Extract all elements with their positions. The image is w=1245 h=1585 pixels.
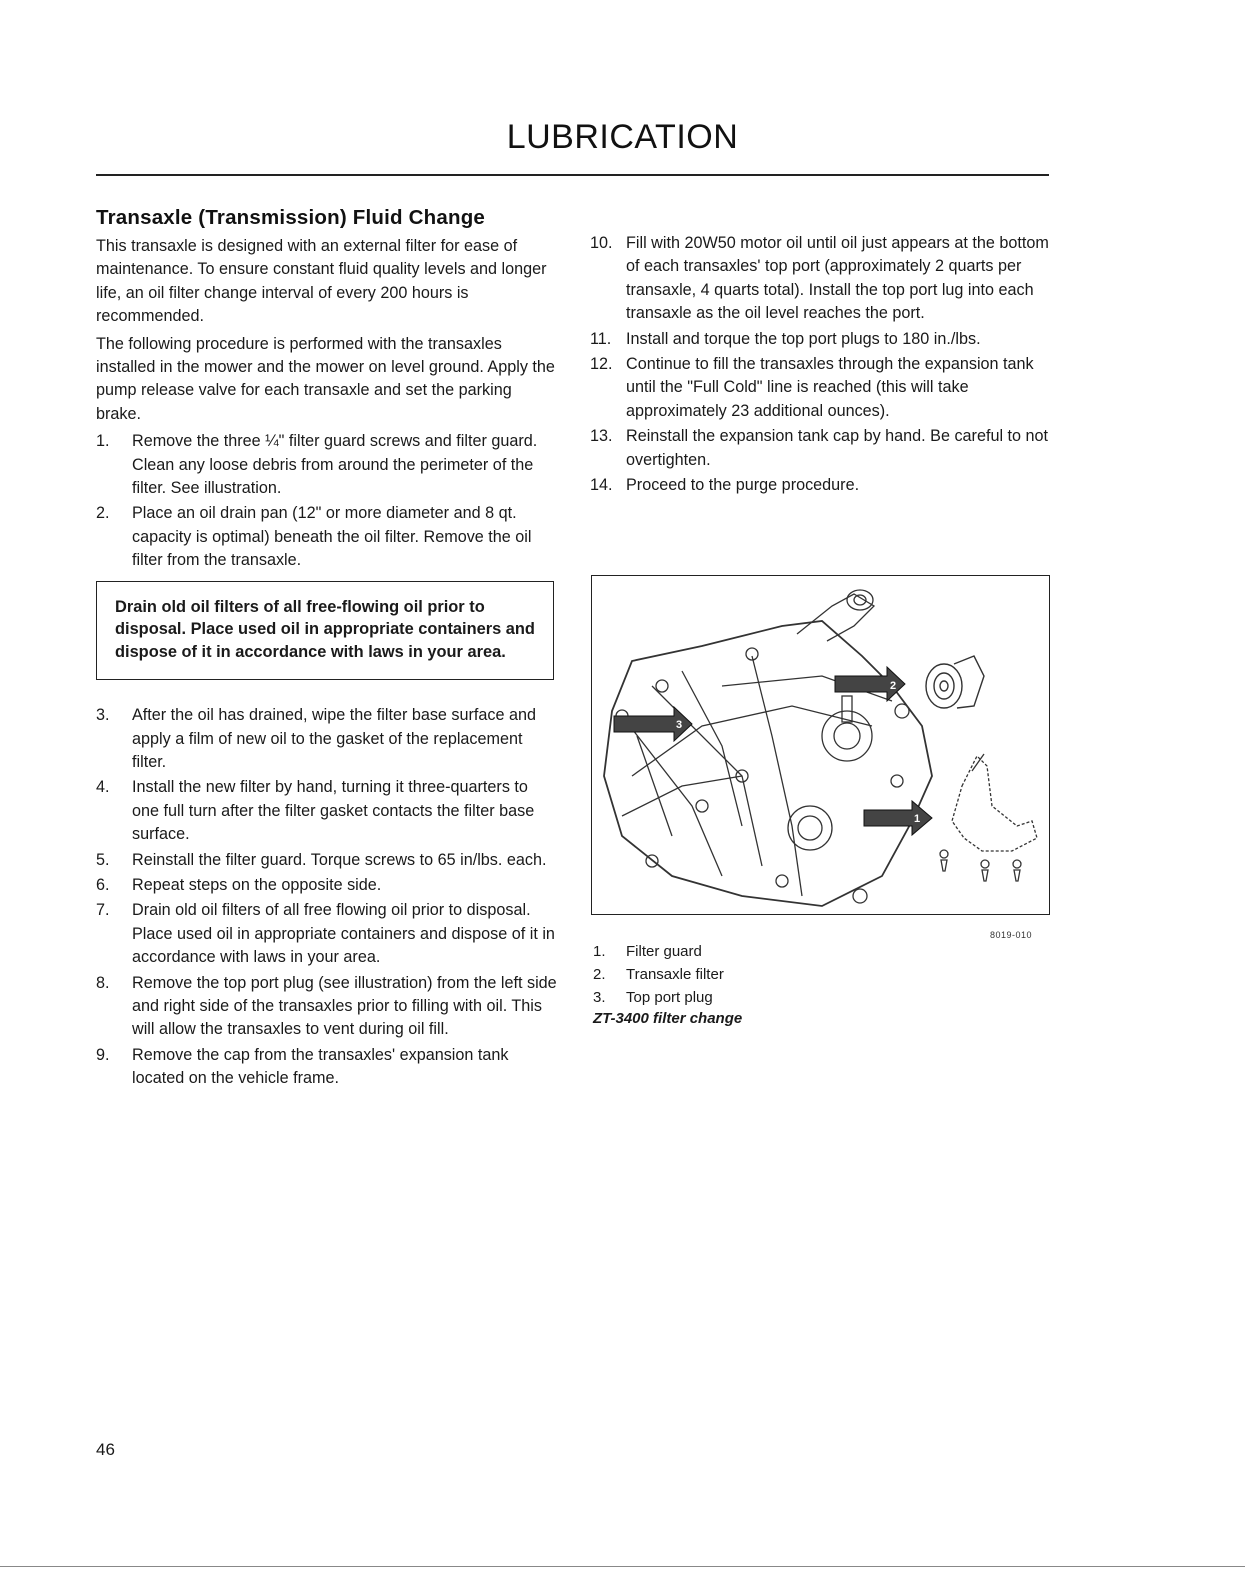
callout-2-label: 2 — [890, 680, 897, 692]
step-text: Continue to fill the transaxles through the expansion tank until the "Full Cold" line is reached (this will take approximately 23 additional ounces). — [626, 355, 1034, 420]
legend-label: Filter guard — [626, 943, 702, 960]
step-number: 7. — [96, 901, 110, 920]
left-column — [96, 206, 558, 1093]
step-text: Install and torque the top port plugs to 180 in./lbs. — [626, 329, 981, 348]
step-text: After the oil has drained, wipe the filter base surface and apply a film of new oil to the gasket of the replacement filter. — [132, 706, 537, 771]
list-item — [590, 328, 1060, 351]
step-number: 4. — [96, 778, 110, 797]
list-item — [590, 353, 1060, 423]
intro-paragraph-2: The following procedure is performed with the transaxles installed in the mower and the mower on level ground. Apply the pump release valve for each transaxle and set the parking brake. — [96, 334, 555, 423]
step-text: Drain old oil filters of all free flowing oil prior to disposal. Place used oil in appropriate containers and dispose of it in accordance with laws in your area. — [132, 901, 555, 967]
list-item — [96, 502, 558, 572]
list-item — [590, 474, 1060, 497]
list-item — [96, 899, 558, 969]
legend-item — [593, 986, 893, 1009]
warning-box: Drain old oil filters of all free-flowing oil prior to disposal. Place used oil in appropriate containers and dispose of it in accordance with laws in your area. — [96, 581, 554, 681]
legend-number: 3. — [593, 989, 606, 1006]
step-number: 14. — [590, 476, 613, 495]
transaxle-illustration — [591, 575, 1050, 915]
callout-3-label: 3 — [676, 719, 683, 731]
legend-label: Top port plug — [626, 989, 713, 1006]
list-item — [96, 874, 558, 897]
legend-number: 1. — [593, 943, 606, 960]
step-number: 13. — [590, 427, 613, 446]
step-text: Fill with 20W50 motor oil until oil just appears at the bottom of each transaxles' top port (approximately 2 quarts per transaxle, 4 quarts total). Install the top port lug into each transaxle as the oil level reaches the port. — [626, 234, 1049, 323]
step-text: Repeat steps on the opposite side. — [132, 876, 382, 895]
step-number: 3. — [96, 706, 110, 725]
step-text: Place an oil drain pan (12" or more diameter and 8 qt. capacity is optimal) beneath the oil filter. Remove the oil filter from the transaxle. — [132, 504, 532, 570]
page-number: 46 — [96, 1440, 115, 1459]
step-number: 8. — [96, 973, 110, 992]
list-item — [96, 849, 558, 872]
legend-label: Transaxle filter — [626, 966, 724, 983]
figure-legend — [593, 940, 893, 1027]
legend-item — [593, 940, 893, 963]
step-text: Remove the three ¼" filter guard screws and filter guard. Clean any loose debris from around the perimeter of the filter. See illustration. — [132, 432, 538, 498]
right-column — [590, 232, 1060, 499]
transaxle-drawing — [592, 576, 1048, 913]
step-text: Reinstall the expansion tank cap by hand. Be careful to not overtighten. — [626, 427, 1049, 469]
step-number: 5. — [96, 850, 110, 869]
figure-caption: ZT-3400 filter change — [593, 1010, 743, 1027]
callout-1-label: 1 — [914, 813, 921, 825]
callout-1 — [864, 801, 932, 835]
step-text: Remove the cap from the transaxles' expansion tank located on the vehicle frame. — [132, 1045, 509, 1088]
legend-item — [593, 963, 893, 986]
step-number: 1. — [96, 432, 110, 451]
list-item — [96, 704, 558, 774]
step-number: 9. — [96, 1045, 110, 1064]
legend-number: 2. — [593, 966, 606, 983]
list-item — [590, 425, 1060, 472]
list-item — [96, 776, 558, 846]
step-number: 10. — [590, 234, 613, 252]
figure-id: 8019-010 — [990, 930, 1033, 940]
step-number: 2. — [96, 504, 110, 523]
list-item — [96, 972, 558, 1042]
steps-list-b — [96, 704, 558, 1091]
intro-paragraph-1: This transaxle is designed with an external filter for ease of maintenance. To ensure constant fluid quality levels and longer life, an oil filter change interval of every 200 hours is recommended. — [96, 237, 547, 326]
step-text: Install the new filter by hand, turning it three-quarters to one full turn after the filter gasket contacts the filter base surface. — [132, 778, 535, 844]
list-item — [590, 232, 1060, 326]
title-rule — [96, 174, 1049, 176]
steps-list-c — [590, 232, 1060, 497]
step-text: Reinstall the filter guard. Torque screws to 65 in/lbs. each. — [132, 850, 547, 869]
step-text: Proceed to the purge procedure. — [626, 476, 860, 495]
list-item — [96, 430, 558, 500]
step-number: 11. — [590, 329, 612, 348]
step-number: 12. — [590, 355, 613, 374]
step-number: 6. — [96, 876, 110, 895]
bottom-rule — [0, 1566, 1245, 1567]
list-item — [96, 1044, 558, 1091]
steps-list-a — [96, 430, 558, 572]
step-text: Remove the top port plug (see illustration) from the left side and right side of the transaxles prior to filling with oil. This will allow the transaxles to vent during oil fill. — [132, 973, 557, 1039]
section-heading: Transaxle (Transmission) Fluid Change — [96, 206, 486, 229]
page-title: LUBRICATION — [506, 118, 739, 156]
